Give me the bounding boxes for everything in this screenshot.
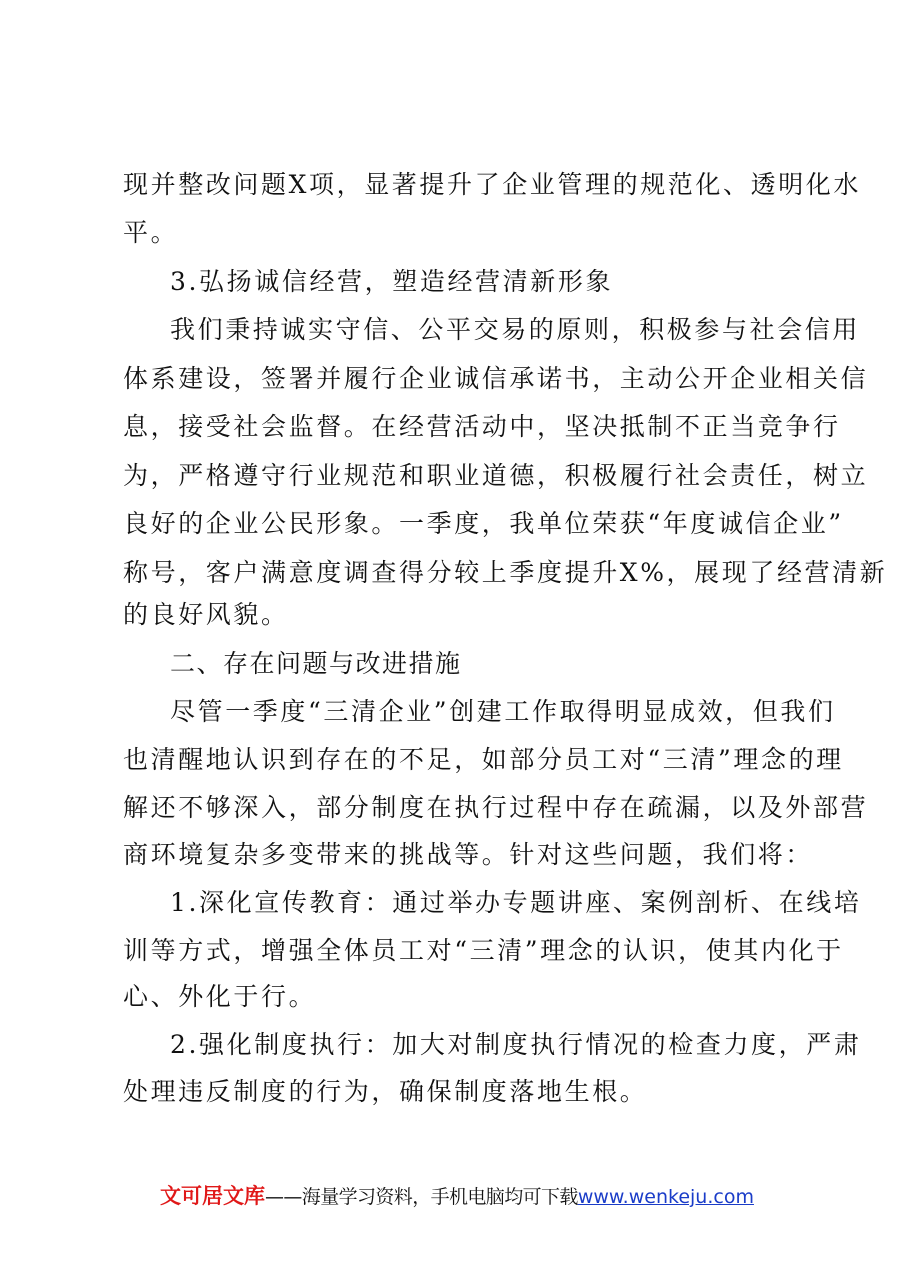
footer-tagline: ——海量学习资料，手机电脑均可下载	[265, 1186, 578, 1208]
body-text-line: 训等方式，增强全体员工对“三清”理念的认识，使其内化于	[123, 936, 844, 965]
body-text-line: 良好的企业公民形象。一季度，我单位荣获“年度诚信企业”	[123, 509, 844, 538]
footer-url-link[interactable]: www.wenkeju.com	[577, 1186, 754, 1208]
body-text-line: 也清醒地认识到存在的不足，如部分员工对“三清”理念的理	[123, 745, 844, 774]
body-text-line: 的良好风貌。	[123, 600, 289, 629]
body-text-line: 为，严格遵守行业规范和职业道德，积极履行社会责任，树立	[123, 461, 869, 490]
body-text-line: 解还不够深入，部分制度在执行过程中存在疏漏，以及外部营	[123, 793, 869, 822]
body-text-line: 平。	[123, 218, 179, 247]
body-text-line: 心、外化于行。	[123, 982, 317, 1011]
body-text-line: 现并整改问题X项，显著提升了企业管理的规范化、透明化水	[123, 170, 861, 199]
section-heading: 二、存在问题与改进措施	[170, 649, 462, 678]
body-text-line: 我们秉持诚实守信、公平交易的原则，积极参与社会信用	[170, 315, 861, 344]
body-text-line: 尽管一季度“三清企业”创建工作取得明显成效，但我们	[170, 697, 836, 726]
list-item-text: 1.深化宣传教育：通过举办专题讲座、案例剖析、在线培	[170, 888, 862, 917]
body-text-line: 处理违反制度的行为，确保制度落地生根。	[123, 1077, 648, 1106]
subsection-heading: 3.弘扬诚信经营，塑造经营清新形象	[170, 267, 614, 296]
footer-banner	[160, 1183, 754, 1210]
list-item-text: 2.强化制度执行：加大对制度执行情况的检查力度，严肃	[170, 1030, 862, 1059]
footer-brand: 文可居文库	[160, 1184, 265, 1208]
body-text-line: 商环境复杂多变带来的挑战等。针对这些问题，我们将：	[123, 840, 814, 869]
body-text-line: 体系建设，签署并履行企业诚信承诺书，主动公开企业相关信	[123, 364, 869, 393]
body-text-line: 息，接受社会监督。在经营活动中，坚决抵制不正当竞争行	[123, 412, 841, 441]
body-text-line: 称号，客户满意度调查得分较上季度提升X%，展现了经营清新	[123, 558, 888, 587]
